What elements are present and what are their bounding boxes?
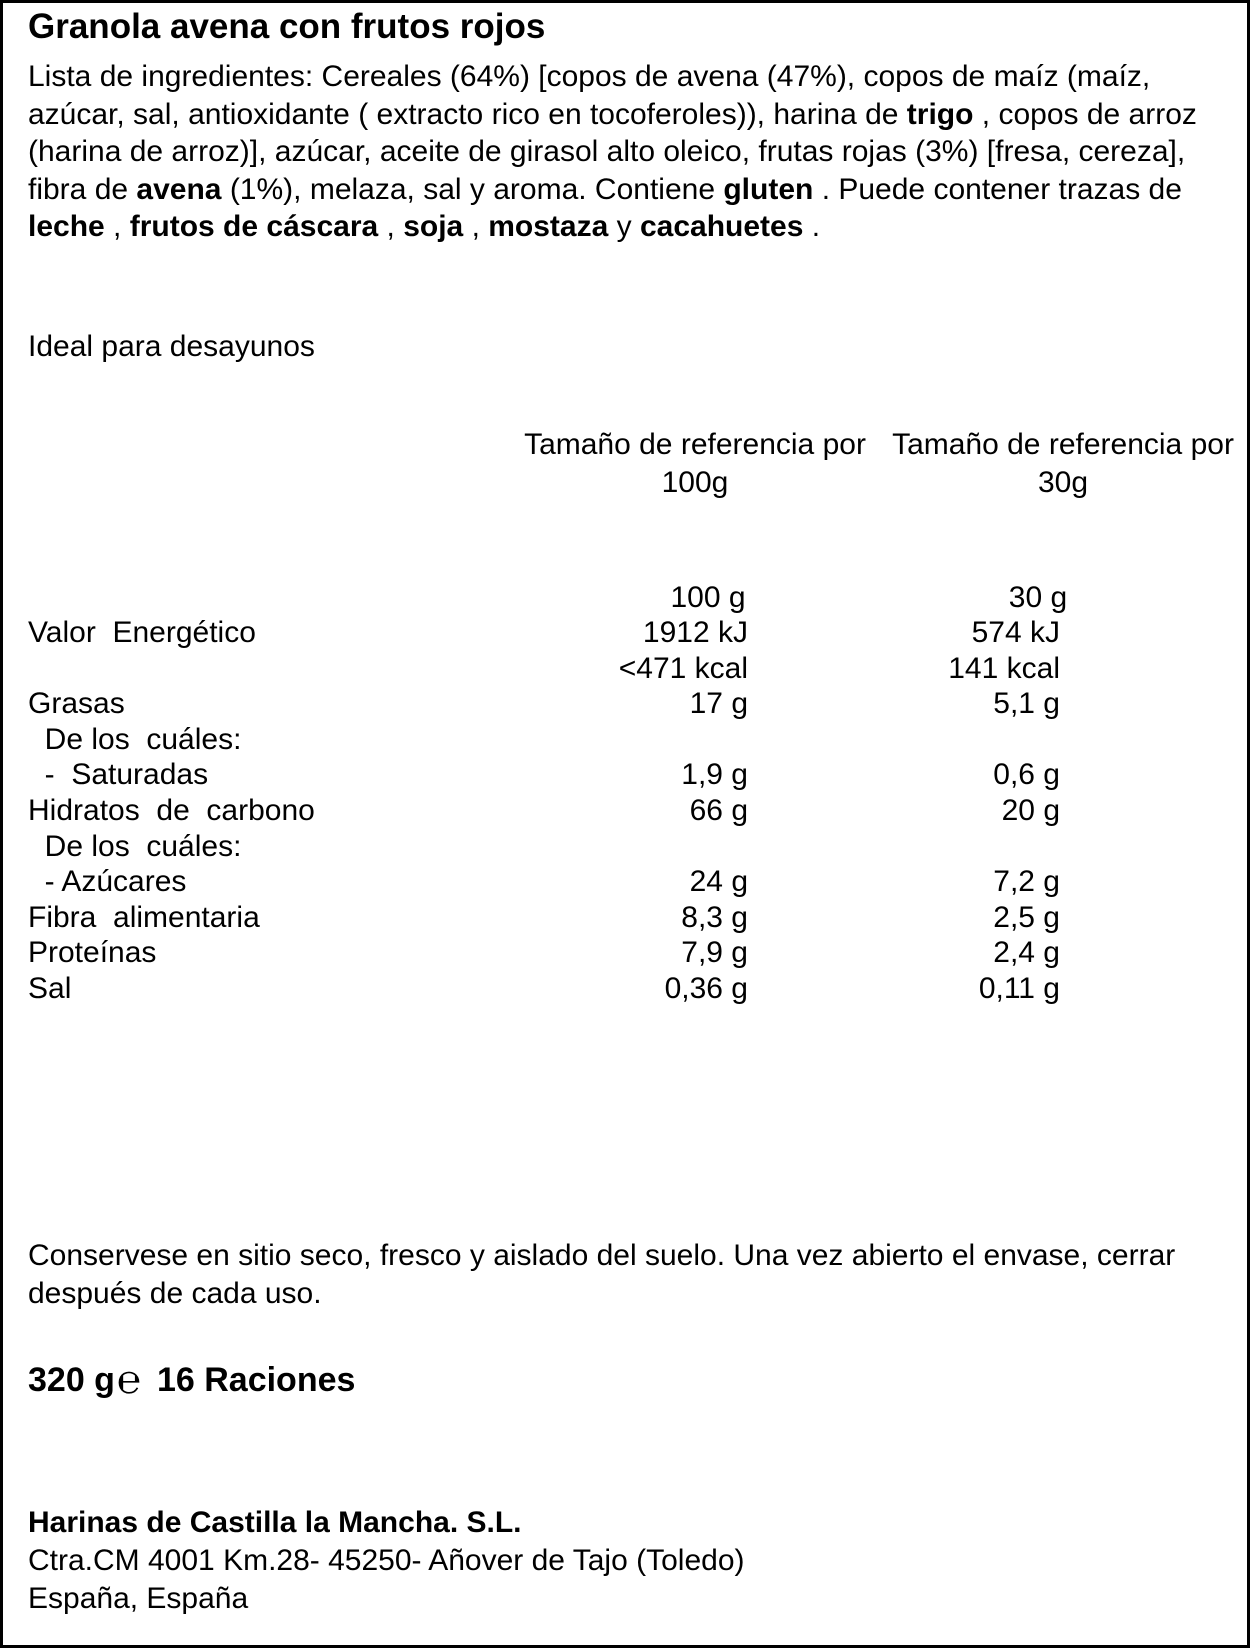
nutrient-name: - Saturadas [28,758,209,792]
servings-count: 16 Raciones [156,1361,356,1399]
ingredient-text: Lista de ingredientes: Cereales (64%) [copos de avena (47%), copos de maíz (maíz, azúcar, sal, antioxidante ( extracto rico en tocoferoles)), harina de [28,60,1151,131]
ingredient-text: , copos de arroz (harina de arroz)], azúcar, aceite de girasol alto oleico, frutas rojas (3%) [fresa, cereza], fibra de [28,97,1197,206]
nutrient-value-30g: 2,4 g [993,936,1060,970]
nutrient-value-30g: 5,1 g [993,687,1060,721]
nutrient-value-30g: 2,5 g [993,900,1060,934]
nutrient-name: De los cuáles: [28,829,242,863]
nutrition-row [3,614,1250,651]
ingredient-text: , [378,210,404,243]
nutrition-header-100g-line2: 100g [661,466,729,499]
nutrition-row [3,685,1250,722]
nutrient-value-30g: 141 kcal [948,651,1060,685]
allergen-highlight: gluten [723,172,814,206]
nutrition-row [3,899,1250,936]
ingredients-list [28,58,1228,246]
nutrition-header-30g-line1: Tamaño de referencia por [892,428,1234,461]
nutrition-row [3,863,1250,900]
nutrient-name: De los cuáles: [28,722,242,756]
allergen-highlight: leche [28,210,105,243]
nutrient-value-100g: 1912 kJ [642,616,748,649]
nutrient-value-100g: 17 g [689,687,748,721]
nutrition-header-30g-line2: 30g [1037,466,1089,499]
basis-100g: 100 g [670,581,746,614]
nutrient-name: Hidratos de carbono [28,794,315,827]
allergen-highlight: avena [136,172,222,206]
ingredient-text: , [463,210,489,243]
ingredient-text: y [608,210,640,243]
nutrient-value-100g: 66 g [689,794,748,827]
net-weight-line [28,1360,355,1400]
nutrition-row [3,934,1250,971]
nutrition-header-30g [873,426,1250,502]
nutrient-value-100g: 8,3 g [681,900,748,934]
nutrition-basis-row [3,579,1250,616]
nutrient-value-100g: 7,9 g [681,936,748,970]
ingredient-text: , [104,210,130,243]
product-title: Granola avena con frutos rojos [28,7,546,46]
nutrient-value-100g: <471 kcal [618,651,748,685]
company-address: Ctra.CM 4001 Km.28- 45250- Añover de Tajo (Toledo) [28,1544,745,1577]
nutrition-row [3,792,1250,829]
company-country: España, España [28,1582,249,1615]
nutrient-value-100g: 24 g [689,865,748,899]
nutrient-name: - Azúcares [28,865,187,899]
net-weight: 320 g [28,1361,115,1399]
allergen-highlight: frutos de cáscara [129,210,379,243]
nutrient-value-100g: 0,36 g [664,972,748,1005]
allergen-highlight: trigo [906,97,974,131]
nutrient-name: Proteínas [28,936,157,970]
usage-suggestion: Ideal para desayunos [28,330,315,363]
nutrient-name: Grasas [28,687,125,721]
allergen-highlight: mostaza [488,210,609,243]
nutrition-header-100g [500,426,890,502]
nutrient-value-30g: 7,2 g [993,865,1060,899]
nutrient-value-30g: 0,6 g [993,758,1060,792]
nutrient-name: Sal [28,972,72,1005]
ingredient-text: . [803,210,821,243]
allergen-highlight: soja [403,210,464,243]
basis-30g: 30 g [1008,581,1068,614]
company-name: Harinas de Castilla la Mancha. S.L. [28,1506,522,1539]
allergen-highlight: cacahuetes [639,210,804,243]
nutrient-value-30g: 20 g [1001,794,1060,827]
storage-instructions: Conservese en sitio seco, fresco y aislado del suelo. Una vez abierto el envase, cerrar después de cada uso. [28,1239,1176,1310]
nutrient-value-30g: 0,11 g [978,972,1060,1005]
nutrition-row [3,756,1250,793]
ingredient-text: (1%), melaza, sal y aroma. Contiene [221,172,724,206]
nutrient-value-30g: 574 kJ [971,616,1060,649]
nutrient-value-100g: 1,9 g [681,758,748,792]
estimated-sign-icon: ℮ [116,1358,141,1402]
nutrition-header-100g-line1: Tamaño de referencia por [524,428,866,461]
ingredient-text: . Puede contener trazas de [813,172,1182,206]
nutrient-name: Fibra alimentaria [28,900,260,934]
nutrition-row [3,970,1250,1007]
nutrition-row [3,721,1250,758]
nutrition-row [3,828,1250,865]
nutrition-row [3,650,1250,687]
nutrient-name: Valor Energético [28,616,256,649]
